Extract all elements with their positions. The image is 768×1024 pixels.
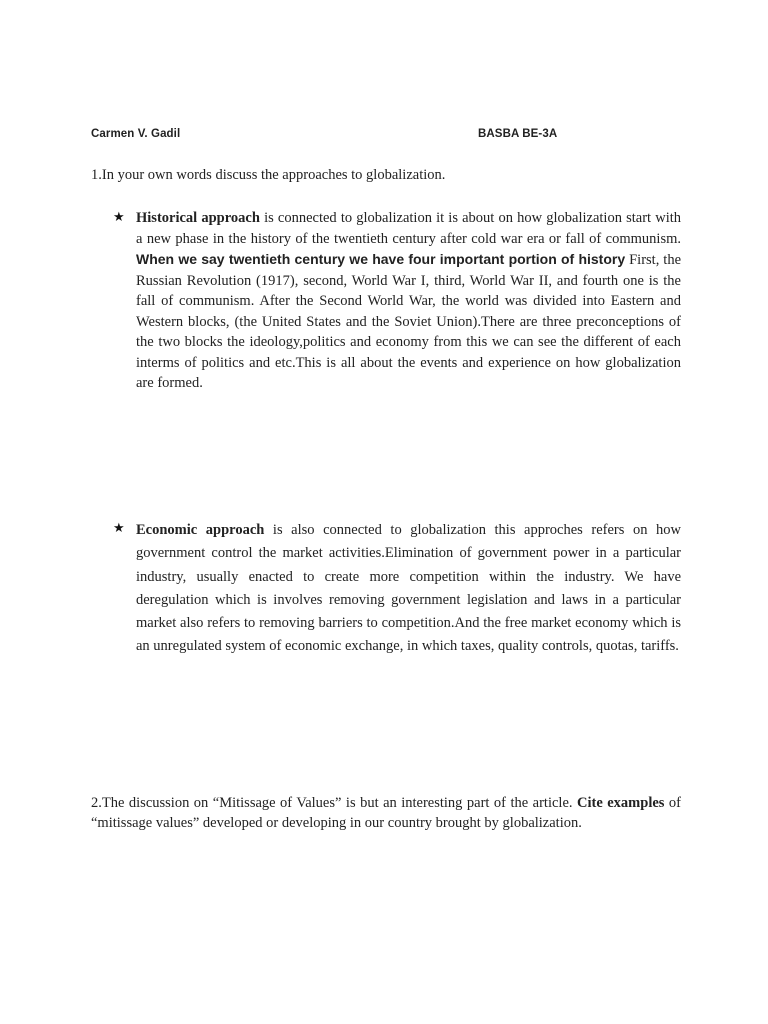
historical-text-2: First, the Russian Revolution (1917), second, World War I, third, World War II, and fourth one is the fall of communism. After the Second World War, the world was divided into Eastern and Western blocks, (the United States and the Soviet Union).There are three preconceptions of the two blocks the ideology,politics and economy from this we can see the different of each interms of politics and etc.This is all about the events and experience on how globalization are formed. (136, 252, 682, 391)
economic-term: Economic approach (136, 522, 265, 538)
economic-paragraph (136, 519, 681, 659)
list-item-historical-approach (113, 208, 681, 394)
star-icon: ★ (113, 521, 125, 536)
question-1: 1.In your own words discuss the approaches to globalization. (91, 167, 446, 183)
author-name: Carmen V. Gadil (91, 128, 181, 140)
historical-paragraph (136, 208, 681, 394)
question-2-text-1: 2.The discussion on “Mitissage of Values” is but an interesting part of the article. (91, 795, 577, 811)
question-2-emphasis: Cite examples (577, 795, 665, 811)
question-2 (91, 793, 681, 833)
star-icon: ★ (113, 210, 125, 225)
course-section: BASBA BE-3A (478, 128, 558, 140)
question-2-text-2: of “mitissage values” developed or developing in our country brought by globalization. (91, 795, 681, 831)
historical-emphasis: When we say twentieth century we have four important portion of history (136, 251, 626, 267)
historical-text-1: is connected to globalization it is about on how globalization start with a new phase in the history of the twentieth century after cold war era or fall of communism. (136, 210, 682, 247)
historical-term: Historical approach (136, 210, 260, 226)
list-item-economic-approach (113, 519, 681, 659)
economic-text: is also connected to globalization this approches refers on how government control the market activities.Elimination of government power in a particular industry, usually enacted to create more competition within the industry. We have deregulation which is involves removing government legislation and laws in a particular market also refers to removing barriers to competition.And the free market economy which is an unregulated system of economic exchange, in which taxes, quality controls, quotas, tariffs. (136, 522, 681, 655)
